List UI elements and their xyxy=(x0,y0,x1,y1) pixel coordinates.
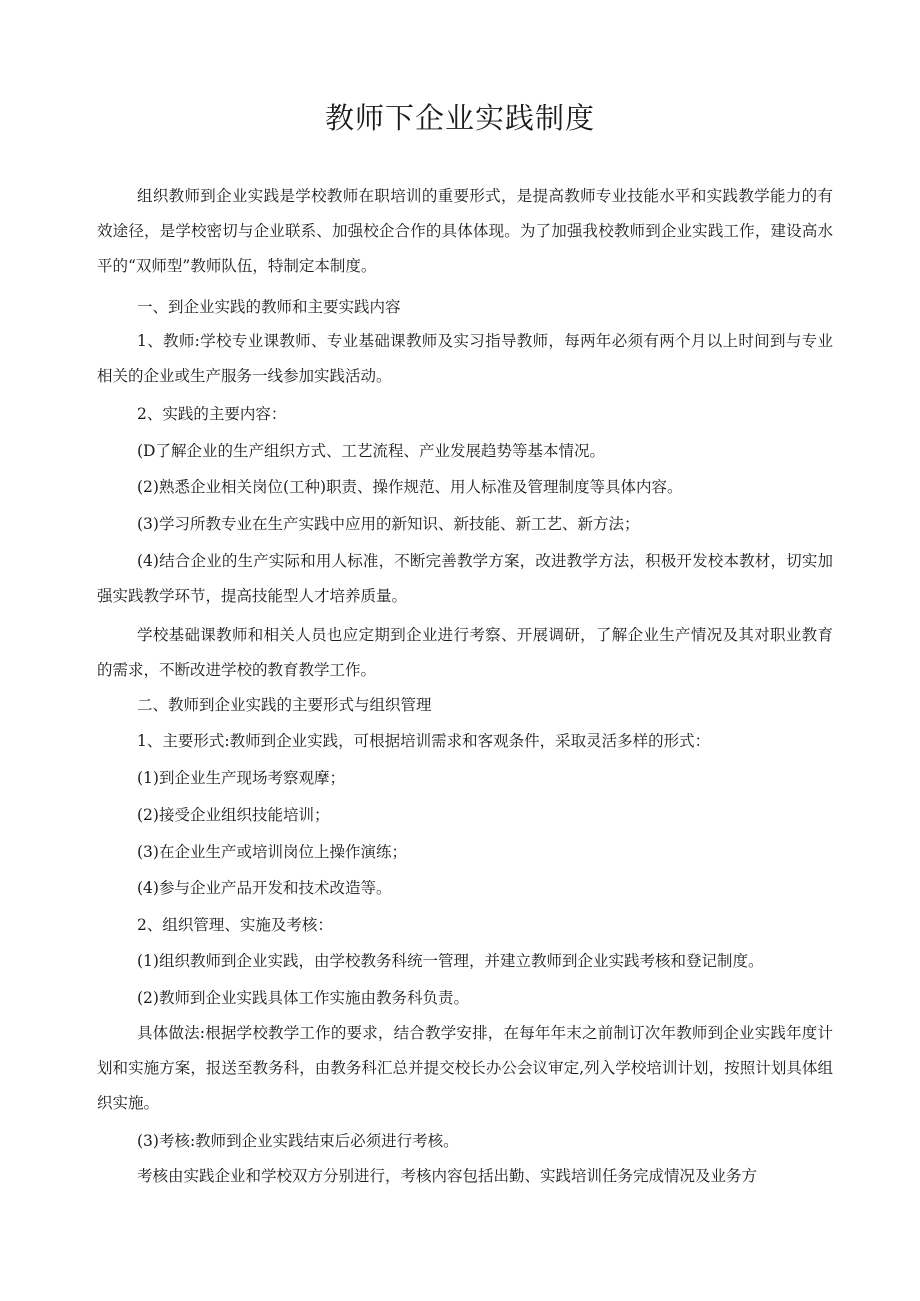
management-item-3: (3)考核:教师到企业实践结束后必须进行考核。 xyxy=(137,1132,459,1150)
form-item-3: (3)在企业生产或培训岗位上操作演练； xyxy=(137,843,407,861)
section-heading-1: 一、到企业实践的教师和主要实践内容 xyxy=(137,298,401,316)
paragraph-content-heading: 2、实践的主要内容： xyxy=(137,405,287,423)
paragraph-method: 具体做法:根据学校教学工作的要求，结合教学安排，在每年年末之前制订次年教师到企业实践年度计划和实施方案，报送至教务科，由教务科汇总并提交校长办公会议审定,列入学校培训计划，按照计划具体组织实施。 xyxy=(97,1024,833,1112)
management-item-2: (2)教师到企业实践具体工作实施由教务科负责。 xyxy=(137,989,469,1007)
form-item-4: (4)参与企业产品开发和技术改造等。 xyxy=(137,879,392,897)
document-title: 教师下企业实践制度 xyxy=(324,101,595,135)
intro-paragraph: 组织教师到企业实践是学校教师在职培训的重要形式，是提高教师专业技能水平和实践教学能力的有效途径，是学校密切与企业联系、加强校企合作的具体体现。为了加强我校教师到企业实践工作，建设高水平的“双师型”教师队伍，特制定本制度。 xyxy=(97,187,833,275)
list-item-4: (4)结合企业的生产实际和用人标准，不断完善教学方案，改进教学方法，积极开发校本教材，切实加强实践教学环节，提高技能型人才培养质量。 xyxy=(97,552,833,605)
form-item-2: (2)接受企业组织技能培训； xyxy=(137,806,330,824)
form-item-1: (1)到企业生产现场考察观摩； xyxy=(137,769,345,787)
paragraph-assessment: 考核由实践企业和学校双方分别进行，考核内容包括出勤、实践培训任务完成情况及业务方 xyxy=(137,1167,758,1185)
paragraph-teachers: 1、教师:学校专业课教师、专业基础课教师及实习指导教师，每两年必须有两个月以上时间到与专业相关的企业或生产服务一线参加实践活动。 xyxy=(97,332,833,385)
section-heading-2: 二、教师到企业实践的主要形式与组织管理 xyxy=(137,696,432,714)
paragraph-basic-teachers: 学校基础课教师和相关人员也应定期到企业进行考察、开展调研，了解企业生产情况及其对职业教育的需求，不断改进学校的教育教学工作。 xyxy=(97,626,833,679)
list-item-3: (3)学习所教专业在生产实践中应用的新知识、新技能、新工艺、新方法； xyxy=(137,515,640,533)
paragraph-forms: 1、主要形式:教师到企业实践，可根据培训需求和客观条件，采取灵活多样的形式： xyxy=(137,732,711,750)
list-item-2: (2)熟悉企业相关岗位(工种)职责、操作规范、用人标准及管理制度等具体内容。 xyxy=(137,478,683,496)
list-item-1: (D了解企业的生产组织方式、工艺流程、产业发展趋势等基本情况。 xyxy=(137,442,605,460)
paragraph-management-heading: 2、组织管理、实施及考核： xyxy=(137,916,333,934)
management-item-1: (1)组织教师到企业实践，由学校教务科统一管理，并建立教师到企业实践考核和登记制度。 xyxy=(137,952,764,970)
